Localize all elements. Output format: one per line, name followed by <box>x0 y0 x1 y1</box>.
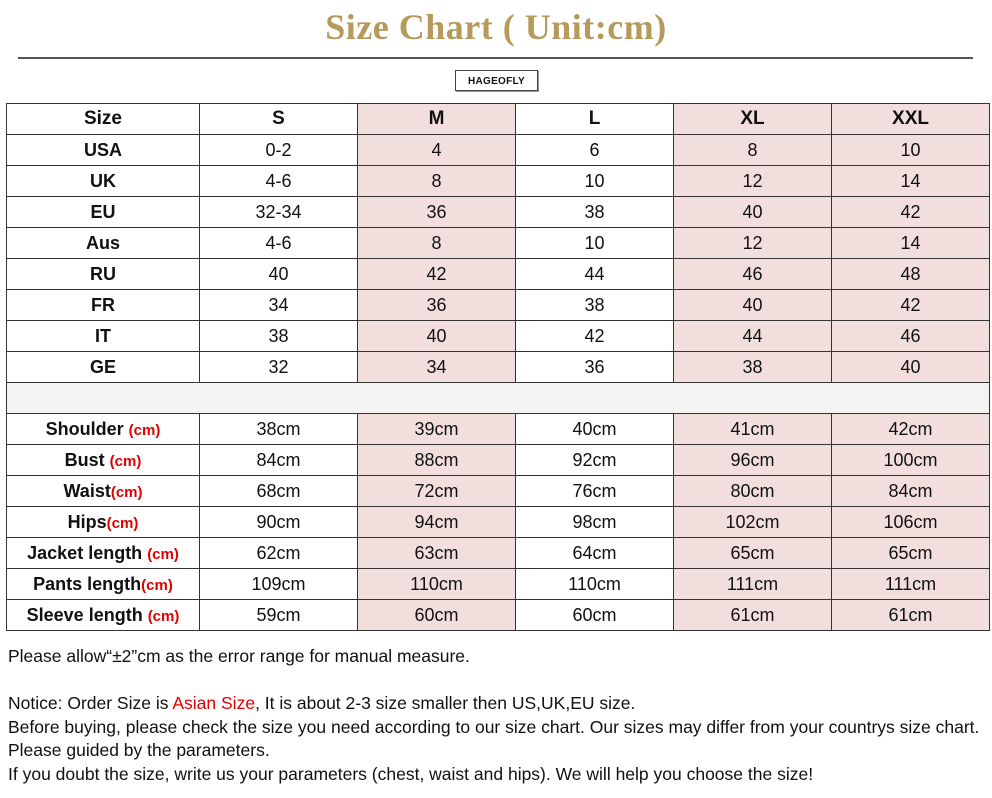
measurement-value-cell: 38cm <box>200 414 358 445</box>
size-value-cell: 40 <box>832 352 990 383</box>
size-value-cell: 8 <box>358 166 516 197</box>
size-column-header: XL <box>674 104 832 135</box>
brand-logo: HAGEOFLY <box>455 70 538 91</box>
measurement-value-cell: 109cm <box>200 569 358 600</box>
measurement-value-cell: 110cm <box>358 569 516 600</box>
size-value-cell: 12 <box>674 166 832 197</box>
measurement-label <box>7 507 200 538</box>
size-value-cell: 10 <box>516 166 674 197</box>
row-label: RU <box>7 259 200 290</box>
measurement-row <box>7 445 990 476</box>
size-value-cell: 10 <box>832 135 990 166</box>
conversion-row <box>7 166 990 197</box>
unit-label: (cm) <box>141 576 173 594</box>
asian-size-notice <box>8 692 988 716</box>
unit-label: (cm) <box>110 483 143 501</box>
row-label: FR <box>7 290 200 321</box>
size-value-cell: 4-6 <box>200 166 358 197</box>
row-label: Aus <box>7 228 200 259</box>
notice-suffix: , It is about 2-3 size smaller then US,UK,EU size. <box>255 693 636 713</box>
measurement-value-cell: 63cm <box>358 538 516 569</box>
measurement-value-cell: 98cm <box>516 507 674 538</box>
measurement-value-cell: 106cm <box>832 507 990 538</box>
measurement-name: Bust <box>64 449 110 470</box>
measurement-name: Waist <box>63 480 111 501</box>
before-buying-note: Before buying, please check the size you need according to our size chart. Our sizes may differ from your countrys size chart. Please guided by the parameters. <box>8 716 980 760</box>
measurement-label <box>7 445 200 476</box>
measurement-value-cell: 94cm <box>358 507 516 538</box>
notes-spacer <box>8 669 988 693</box>
conversion-row <box>7 228 990 259</box>
measurement-name: Pants length <box>33 573 142 594</box>
measurement-name: Jacket length <box>27 542 148 563</box>
measurement-row <box>7 569 990 600</box>
size-value-cell: 10 <box>516 228 674 259</box>
conversion-row <box>7 321 990 352</box>
measurement-value-cell: 84cm <box>200 445 358 476</box>
unit-label: (cm) <box>128 421 161 439</box>
measurement-value-cell: 92cm <box>516 445 674 476</box>
measurement-value-cell: 111cm <box>832 569 990 600</box>
size-value-cell: 42 <box>358 259 516 290</box>
size-value-cell: 38 <box>674 352 832 383</box>
size-value-cell: 38 <box>516 290 674 321</box>
measurement-value-cell: 41cm <box>674 414 832 445</box>
size-value-cell: 32 <box>200 352 358 383</box>
unit-label: (cm) <box>147 545 179 563</box>
measurement-value-cell: 80cm <box>674 476 832 507</box>
size-value-cell: 44 <box>674 321 832 352</box>
measurement-value-cell: 59cm <box>200 600 358 631</box>
measurement-value-cell: 68cm <box>200 476 358 507</box>
conversion-row <box>7 290 990 321</box>
measurement-value-cell: 60cm <box>358 600 516 631</box>
measurement-value-cell: 64cm <box>516 538 674 569</box>
size-value-cell: 48 <box>832 259 990 290</box>
measurement-row <box>7 414 990 445</box>
size-value-cell: 14 <box>832 228 990 259</box>
table-header-row <box>7 104 990 135</box>
table-separator-row <box>7 383 990 414</box>
size-value-cell: 46 <box>674 259 832 290</box>
measurement-label <box>7 538 200 569</box>
size-chart-body <box>7 104 990 631</box>
measurement-label <box>7 600 200 631</box>
measurement-value-cell: 76cm <box>516 476 674 507</box>
size-value-cell: 8 <box>674 135 832 166</box>
size-value-cell: 14 <box>832 166 990 197</box>
measurement-label <box>7 569 200 600</box>
size-column-header: M <box>358 104 516 135</box>
error-range-note: Please allow“±2”cm as the error range for manual measure. <box>8 646 470 666</box>
measurement-row <box>7 600 990 631</box>
measurement-value-cell: 100cm <box>832 445 990 476</box>
measurement-value-cell: 39cm <box>358 414 516 445</box>
size-value-cell: 6 <box>516 135 674 166</box>
conversion-row <box>7 352 990 383</box>
size-value-cell: 12 <box>674 228 832 259</box>
notice-prefix: Notice: Order Size is <box>8 693 173 713</box>
size-value-cell: 36 <box>358 197 516 228</box>
doubt-note: If you doubt the size, write us your parameters (chest, waist and hips). We will help you choose the size! <box>8 763 814 784</box>
title-divider <box>18 57 973 59</box>
size-value-cell: 40 <box>674 290 832 321</box>
size-column-header: S <box>200 104 358 135</box>
measurement-label <box>7 476 200 507</box>
measurement-value-cell: 110cm <box>516 569 674 600</box>
measurement-value-cell: 84cm <box>832 476 990 507</box>
size-value-cell: 38 <box>516 197 674 228</box>
size-value-cell: 36 <box>358 290 516 321</box>
page-title: Size Chart ( Unit:cm) <box>325 7 667 47</box>
measurement-value-cell: 61cm <box>832 600 990 631</box>
measurement-value-cell: 61cm <box>674 600 832 631</box>
size-chart-table <box>6 103 990 631</box>
row-label: GE <box>7 352 200 383</box>
size-column-header: L <box>516 104 674 135</box>
separator-cell <box>7 383 990 414</box>
size-value-cell: 42 <box>832 197 990 228</box>
measurement-row <box>7 476 990 507</box>
size-value-cell: 40 <box>358 321 516 352</box>
conversion-row <box>7 259 990 290</box>
measurement-value-cell: 111cm <box>674 569 832 600</box>
size-value-cell: 34 <box>200 290 358 321</box>
measurement-label <box>7 414 200 445</box>
measurement-value-cell: 88cm <box>358 445 516 476</box>
size-value-cell: 46 <box>832 321 990 352</box>
measurement-value-cell: 65cm <box>832 538 990 569</box>
row-label: IT <box>7 321 200 352</box>
size-value-cell: 36 <box>516 352 674 383</box>
row-label: EU <box>7 197 200 228</box>
measurement-value-cell: 90cm <box>200 507 358 538</box>
row-label: UK <box>7 166 200 197</box>
size-value-cell: 44 <box>516 259 674 290</box>
size-header-cell: Size <box>7 104 200 135</box>
size-value-cell: 4 <box>358 135 516 166</box>
size-value-cell: 40 <box>674 197 832 228</box>
measurement-value-cell: 102cm <box>674 507 832 538</box>
conversion-row <box>7 135 990 166</box>
conversion-row <box>7 197 990 228</box>
unit-label: (cm) <box>147 607 180 625</box>
size-value-cell: 42 <box>516 321 674 352</box>
measurement-value-cell: 96cm <box>674 445 832 476</box>
size-value-cell: 0-2 <box>200 135 358 166</box>
measurement-value-cell: 62cm <box>200 538 358 569</box>
size-value-cell: 40 <box>200 259 358 290</box>
measurement-value-cell: 65cm <box>674 538 832 569</box>
size-value-cell: 8 <box>358 228 516 259</box>
measurement-value-cell: 42cm <box>832 414 990 445</box>
size-value-cell: 4-6 <box>200 228 358 259</box>
size-column-header: XXL <box>832 104 990 135</box>
measurement-name: Hips <box>67 511 107 532</box>
size-value-cell: 38 <box>200 321 358 352</box>
measurement-value-cell: 60cm <box>516 600 674 631</box>
measurement-value-cell: 72cm <box>358 476 516 507</box>
measurement-name: Shoulder <box>45 418 129 439</box>
size-value-cell: 32-34 <box>200 197 358 228</box>
size-value-cell: 34 <box>358 352 516 383</box>
unit-label: (cm) <box>109 452 142 470</box>
unit-label: (cm) <box>106 514 139 532</box>
measurement-value-cell: 40cm <box>516 414 674 445</box>
measurement-row <box>7 507 990 538</box>
measurement-row <box>7 538 990 569</box>
size-notes <box>8 645 988 786</box>
notice-highlight: Asian Size <box>172 693 256 713</box>
size-value-cell: 42 <box>832 290 990 321</box>
measurement-name: Sleeve length <box>26 604 148 625</box>
row-label: USA <box>7 135 200 166</box>
